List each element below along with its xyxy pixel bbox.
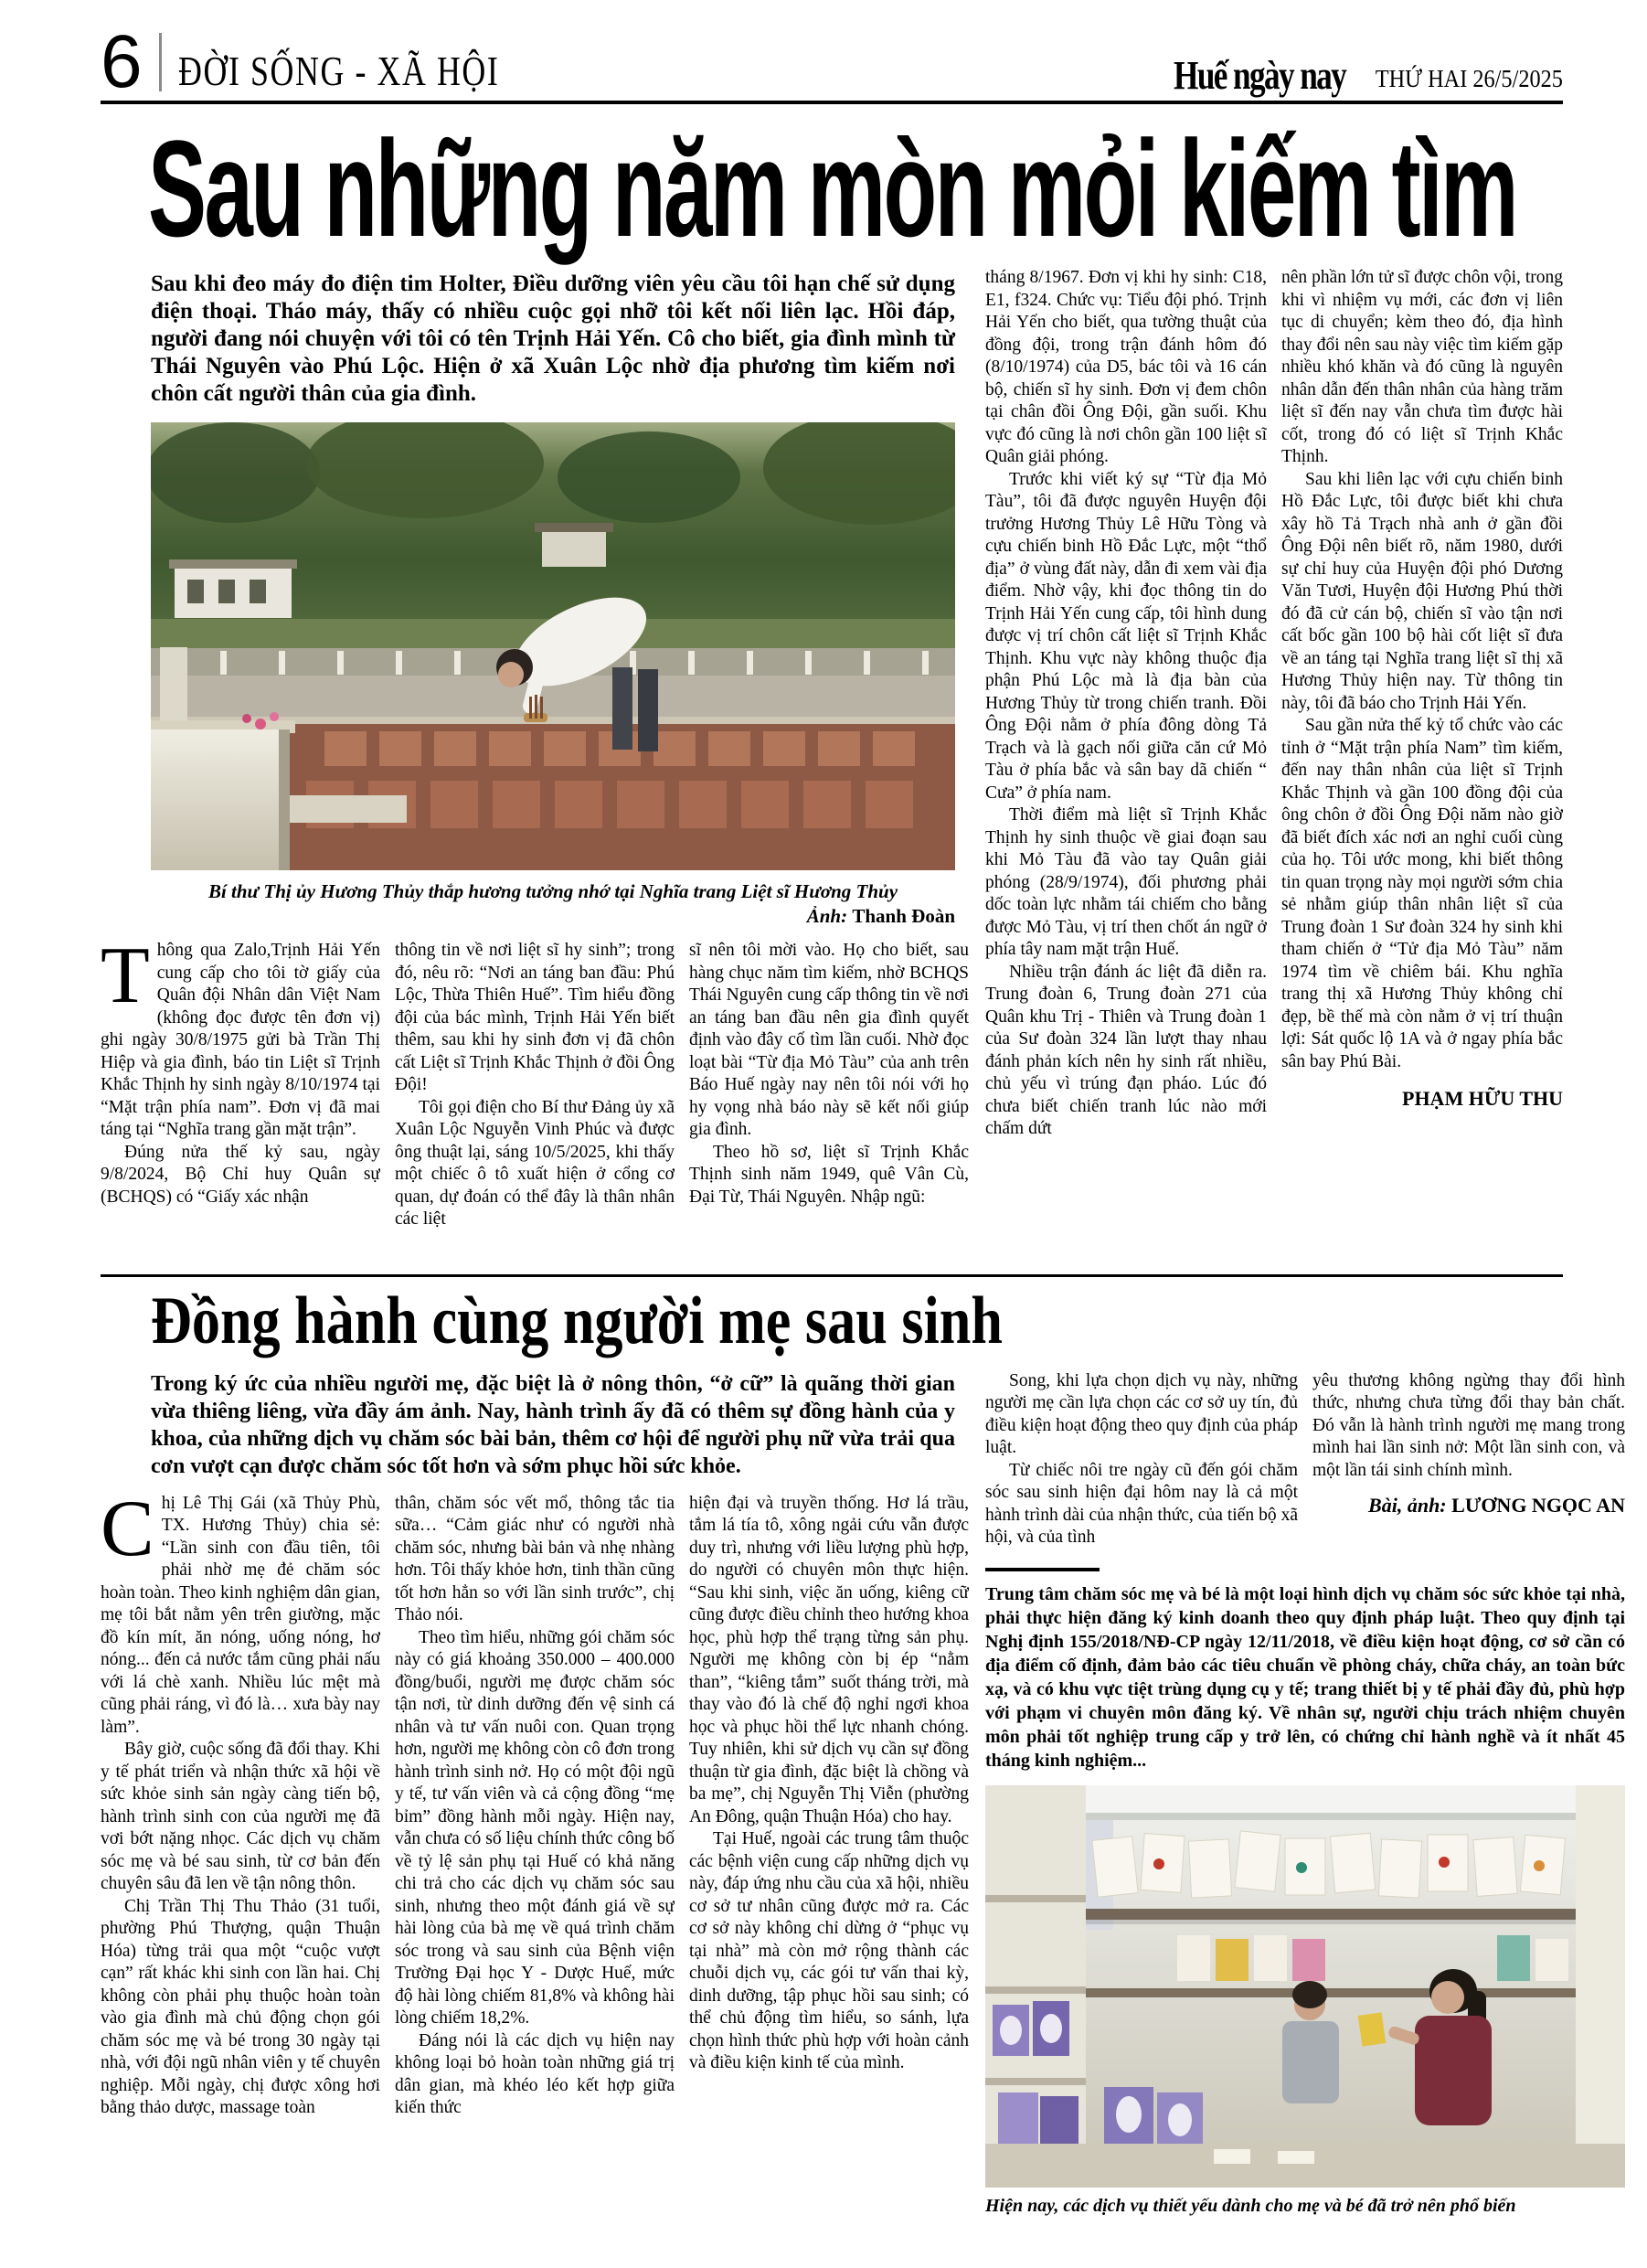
article2-photo-caption: Hiện nay, các dịch vụ thiết yếu dành cho mẹ và bé đã trở nên phổ biến [985,2195,1516,2216]
article1-column-5 [1281,267,1563,1210]
page-header [101,0,1563,104]
body-text: Theo hồ sơ, liệt sĩ Trịnh Khắc Thịnh sinh năm 1949, quê Vân Cù, Đại Từ, Thái Nguyên. Nhập ngũ: [689,1142,969,1207]
article2-column-4 [985,1370,1298,1559]
masthead-group [1131,52,1563,98]
body-text: Đáng nói là các dịch vụ hiện nay không loại bỏ hoàn toàn những giá trị dân gian, mà khéo léo kết hợp giữa kiến thức [395,2030,675,2118]
article2-right-region [985,1370,1625,2218]
article2-column-2 [395,1493,675,2184]
article1-body-columns [101,940,969,1260]
body-text: thân, chăm sóc vết mổ, thông tắc tia sữa… “Cảm giác như có người nhà chăm sóc, nhưng bài bản và nhẹ nhàng hơn. Tôi thấy khỏe hơn, tinh thần cũng tốt hơn hẳn so với lần sinh trước”, chị Thảo nói. [395,1493,675,1625]
article1-right-region [985,267,1563,1260]
article2-column-1 [101,1493,380,2184]
body-text: Theo tìm hiểu, những gói chăm sóc này có giá khoảng 350.000 – 400.000 đồng/buổi, người mẹ được chăm sóc tận nơi, từ dinh dưỡng đến vệ sinh cá nhân và tư vấn nuôi con. Quan trọng hơn, người mẹ không còn cô đơn trong hành trình sinh nở. Họ có một đội ngũ y tế, tư vấn viên và cả cộng đồng “mẹ bỉm” đồng hành mỗi ngày. Hiện nay, vẫn chưa có số liệu chính thức công bố về tỷ lệ sản phụ tại Huế có khả năng chi trả cho các dịch vụ chăm sóc sau sinh, nhưng theo một đánh giá về sự hài lòng của bà mẹ về quá trình chăm sóc trong và sau sinh của Bệnh viện Trường Đại học Y - Dược Huế, mức độ hài lòng chiếm 81,8% và không hài lòng chiếm 18,2%. [395,1627,675,2028]
section-header [101,20,590,104]
body-text: Chị Trần Thị Thu Thảo (31 tuổi, phường Phú Thượng, quận Thuận Hóa) từng trải qua một “cuộc vượt cạn” rất khác khi sinh con lần hai. Chị không còn phải phụ thuộc hoàn toàn vào gia đình mà chủ động chọn gói chăm sóc mẹ và bé trong 30 ngày tại nhà, với đội ngũ nhân viên y tế chuyên nghiệp. Mỗi ngày, chị được xông hơi bằng thảo dược, massage toàn [101,1896,380,2118]
article1-column-2 [395,940,675,1260]
note-separator [985,1568,1100,1571]
body-text: Đúng nửa thế kỷ sau, ngày 9/8/2024, Bộ Chỉ huy Quân sự (BCHQS) có “Giấy xác nhận [101,1142,380,1207]
article1-headline-wrap [101,110,1563,267]
body-text: hông qua Zalo,Trịnh Hải Yến cung cấp cho tôi tờ giấy của Quân đội Nhân dân Việt Nam (không đọc được tên đơn vị) ghi ngày 30/8/1975 gửi bà Trần Thị Hiệp và gia đình, báo tin Liệt sĩ Trịnh Khắc Thịnh hy sinh ngày 8/10/1974 tại “Mặt trận phía nam”. Đơn vị đã mai táng tại “Nghĩa trang gần mặt trận”. [101,941,380,1139]
photo-credit [151,904,955,929]
article2-byline-label: Bài, ảnh: [1368,1494,1447,1517]
article1-photo-caption-block [151,879,955,929]
regulation-note: Trung tâm chăm sóc mẹ và bé là một loại hình dịch vụ chăm sóc sức khỏe tại nhà, phải thực hiện đăng ký kinh doanh theo quy định pháp luật. Theo quy định tại Nghị định 155/2018/NĐ-CP ngày 12/11/2018, về điều kiện hoạt động, cơ sở cần có địa điểm cố định, đảm bảo các tiêu chuẩn về phòng cháy, chữa cháy, an toàn bức xạ, và có khu vực tiệt trùng dụng cụ y tế; trang thiết bị y tế phải đầy đủ, phù hợp với phạm vi chuyên môn đăng ký. Về nhân sự, người chịu trách nhiệm chuyên môn phải tốt nghiệp trung cấp y trở lên, có chứng chỉ hành nghề và ít nhất 45 tháng kinh nghiệm... [985,1583,1625,1771]
article-1 [101,110,1647,1260]
photo-credit-name: Thanh Đoàn [852,905,955,927]
article1-byline: PHẠM HỮU THU [1402,1087,1563,1110]
body-text: Từ chiếc nôi tre ngày cũ đến gói chăm sóc sau sinh hiện đại hôm nay là cả một hành trình dài của nhận thức, của tiến bộ xã hội, và của tình [985,1460,1298,1548]
drop-cap: T [101,940,150,1020]
article2-photo [985,1785,1625,2188]
article-2 [101,1283,1647,2218]
article-separator [101,1274,1563,1277]
cemetery-photo-illustration [151,422,955,870]
article2-headline: Đồng hành cùng người mẹ sau sinh [151,1283,1003,1358]
body-text: Bây giờ, cuộc sống đã đổi thay. Khi y tế phát triển và nhận thức xã hội về sức khỏe sinh sản ngày càng tiến bộ, hành trình sinh con của người mẹ đã vơi bớt nặng nhọc. Các dịch vụ chăm sóc mẹ và bé sau sinh, từ cơ bản đến chuyên sâu đã len về tận nông thôn. [101,1740,380,1894]
article2-byline-name: LƯƠNG NGỌC AN [1451,1494,1625,1517]
article2-left-region [101,1370,969,2218]
body-text: Tôi gọi điện cho Bí thư Đảng ủy xã Xuân Lộc Nguyễn Vinh Phúc và được ông thuật lại, sáng 10/5/2025, khi thấy một chiếc ô tô xuất hiện ở cổng cơ quan, dự đoán có thể đây là thân nhân các liệt [395,1097,675,1229]
body-text: hiện đại và truyền thống. Hơ lá trầu, tắm lá tía tô, xông ngải cứu vẫn được duy trì, nhưng với liều lượng phù hợp, do người có chuyên môn thực hiện. “Sau khi sinh, việc ăn uống, kiêng cữ cũng được điều chỉnh theo hướng khoa học, phù hợp thể trạng từng sản phụ. Người mẹ không còn bị ép “nằm than”, “kiêng tắm” suốt tháng trời, mà thay vào đó là chế độ nghỉ ngơi khoa học và phục hồi thể lực nhanh chóng. Tuy nhiên, khi sử dịch vụ cần sự đồng thuận từ gia đình, đặc biệt là chồng và ba mẹ”, chị Nguyễn Thị Viễn (phường An Đông, quận Thuận Hóa) cho hay. [689,1493,969,1826]
body-text: Sau gần nửa thế kỷ tổ chức vào các tỉnh ở “Mặt trận phía Nam” tìm kiếm, đến nay thân nhân của liệt sĩ Trịnh Khắc Thịnh và gần 100 đồng đội của ông chôn ở đồi Ông Đội năm nào giờ đã biết đích xác nơi an nghỉ cuối cùng của họ. Tôi ước mong, khi biết thông tin quan trọng này mọi người sớm chia sẻ nhằm giúp thân nhân liệt sĩ của Trung đoàn 1 Sư đoàn 324 hy sinh khi tham chiến ở “Tử địa Mỏ Tàu” năm 1974 tìm về chiêm bái. Khu nghĩa trang thị xã Hương Thủy không chỉ đẹp, bề thế mà còn nằm ở vị trí thuận lợi: Sát quốc lộ 1A và ở ngay phía bắc sân bay Phú Bài. [1281,716,1563,1071]
body-text: sĩ nên tôi mời vào. Họ cho biết, sau hàng chục năm tìm kiếm, nhờ BCHQS Thái Nguyên cung cấp thông tin về nơi an táng ban đầu nên gia đình quyết định vào đây cố tìm lần cuối. Nhờ đọc loạt bài “Từ địa Mỏ Tàu” của anh trên Báo Huế ngày nay nên tôi nói với họ hy vọng nhà báo này sẽ kết nối giúp gia đình. [689,941,969,1139]
article1-lead: Sau khi đeo máy đo điện tim Holter, Điều dưỡng viên yêu cầu tôi hạn chế sử dụng điện thoại. Tháo máy, thấy có nhiều cuộc gọi nhỡ tôi kết nối liên lạc. Hồi đáp, người đang nói chuyện với tôi có tên Trịnh Hải Yến. Cô cho biết, gia đình mình từ Thái Nguyên vào Phú Lộc. Hiện ở xã Xuân Lộc nhờ địa phương tìm kiếm nơi chôn cất người thân của gia đình. [151,272,955,406]
body-text: thông tin về nơi liệt sĩ hy sinh”; trong đó, nêu rõ: “Nơi an táng ban đầu: Phú Lộc, Thừa Thiên Huế”. Tìm hiểu đồng đội của bác mình, Trịnh Hải Yến biết thêm, sau khi hy sinh đơn vị đã chôn cất Liệt sĩ Trịnh Khắc Thịnh ở đồi Ông Đội! [395,941,675,1094]
article1-column-4 [985,267,1267,1210]
body-text: Sau khi liên lạc với cựu chiến binh Hồ Đắc Lực, tôi được biết khi chưa xây hồ Tả Trạch nhà anh ở gần đồi Ông Đội nên biết rõ, năm 1980, dưới sự chỉ huy của Huyện đội phó Dương Văn Tươi, Huyện đội Hương Phú thời đó đã cử cán bộ, chiến sĩ vào tận nơi cất bốc gần 100 bộ hài cốt liệt sĩ đưa về an táng tại Nghĩa trang liệt sĩ thị xã Hương Thủy hiện nay. Từ thông tin này, tôi đã báo cho Trịnh Hải Yến. [1281,469,1563,713]
article2-column-5 [1312,1370,1625,1559]
body-text: Tại Huế, ngoài các trung tâm thuộc các bệnh viện cung cấp những dịch vụ này, đáp ứng nhu cầu của xã hội, nhiều cơ sở tư nhân cũng được mở ra. Các cơ sở này không chỉ dừng ở “phục vụ tại nhà” mà còn mở rộng thành các chuỗi dịch vụ, các gói tư vấn thai kỳ, dinh dưỡng, tập phục hồi sau sinh; có thể chủ động tìm hiểu, so sánh, lựa chọn hình thức phù hợp với hoàn cảnh và điều kiện kinh tế của mình. [689,1829,969,2073]
body-text: Trước khi viết ký sự “Từ địa Mỏ Tàu”, tôi đã được nguyên Huyện đội trưởng Hương Thủy Lê Hữu Tòng và cựu chiến binh Hồ Đắc Lực, một “thổ địa” ở vùng đất này, dẫn đi xem vài địa điểm. Nhờ vậy, khi đọc thông tin do Trịnh Hải Yến cung cấp, tôi hình dung được vị trí chôn cất liệt sĩ Trịnh Khắc Thịnh. Khu vực này không thuộc địa phận Phú Lộc mà là địa bàn của Hương Thủy từ trong chiến tranh. Đồi Ông Đội nằm ở phía đông dòng Tả Trạch và là gạch nối giữa căn cứ Mỏ Tàu ở phía bắc và sân bay dã chiến “ Cưa” ở phía nam. [985,469,1267,803]
store-photo-illustration [985,1785,1625,2188]
article2-byline [1312,1495,1625,1517]
photo-credit-label: Ảnh: [806,905,848,927]
photo-caption: Bí thư Thị ủy Hương Thủy thắp hương tưởng nhớ tại Nghĩa trang Liệt sĩ Hương Thủy [207,880,898,902]
header-divider [159,33,162,91]
page-number: 6 [101,20,143,104]
article2-body-columns [101,1493,969,2184]
article1-column-3 [689,940,969,1260]
body-text: tháng 8/1967. Đơn vị khi hy sinh: C18, E1, f324. Chức vụ: Tiểu đội phó. Trịnh Hải Yến cho biết, qua tường thuật của đồng đội, trong trận đánh hôm đó (8/10/1974) của D5, bác tôi và 16 cán bộ, chiến sĩ hy sinh. Đơn vị đem chôn tại chân đồi Ông Đội, gần suối. Khu vực đó cũng là nơi chôn gần 100 liệt sĩ Quân giải phóng. [985,268,1267,466]
body-text: hị Lê Thị Gái (xã Thủy Phù, TX. Hương Thủy) chia sẻ: “Lần sinh con đầu tiên, tôi phải nhờ mẹ đẻ chăm sóc hoàn toàn. Theo kinh nghiệm dân gian, mẹ tôi bắt nằm yên trên giường, mặc đồ kín mít, ăn nóng, uống nóng, hơ nóng... đến cả nước tắm cũng phải nấu với lá chè xanh. Nhiều lúc mệt mà cũng phải ráng, vì đó là… xưa bày nay làm”. [101,1493,380,1737]
article2-lead: Trong ký ức của nhiều người mẹ, đặc biệt là ở nông thôn, “ở cữ” là quãng thời gian vừa thiêng liêng, vừa đầy ám ảnh. Nay, hành trình ấy đã có thêm sự đồng hành của y khoa, của những dịch vụ chăm sóc bài bản, thêm cơ hội để người phụ nữ vừa trải qua cơn vượt cạn được chăm sóc tốt hơn và sớm phục hồi sức khỏe. [151,1371,955,1478]
body-text: Song, khi lựa chọn dịch vụ này, những người mẹ cần lựa chọn các cơ sở uy tín, đủ điều kiện hoạt động theo quy định của pháp luật. [985,1370,1298,1458]
body-text: yêu thương không ngừng thay đổi hình thức, nhưng chưa từng đổi thay bản chất. Đó vẫn là hành trình người mẹ mang trong mình hai lần sinh nở: Một lần sinh con, và một lần tái sinh chính mình. [1312,1370,1625,1480]
masthead-logo: Huế ngày nay [1173,52,1346,98]
body-text: Nhiều trận đánh ác liệt đã diễn ra. Trung đoàn 6, Trung đoàn 271 của Quân khu Trị - Thiên và Trung đoàn 1 của Sư đoàn 324 lần lượt thay nhau đánh phản kích nên hy sinh rất nhiều, chủ yếu vì trúng đạn pháo. Lúc đó chưa biết chiến tranh lúc nào mới chấm dứt [985,962,1267,1138]
body-text: Thời điểm mà liệt sĩ Trịnh Khắc Thịnh hy sinh thuộc về giai đoạn sau khi Mỏ Tàu đã vào tay Quân giải phóng (28/9/1974), đối phương phải dốc toàn lực nhằm tái chiếm cho bằng được Mỏ Tàu, vị trí then chốt án ngữ ở phía tây nam mặt trận Huế. [985,805,1267,959]
body-text: nên phần lớn tử sĩ được chôn vội, trong khi vì nhiệm vụ mới, các đơn vị liên tục di chuyển; kèm theo đó, địa hình thay đổi nên sau này việc tìm kiếm gặp nhiều khó khăn và đó cũng là nguyên nhân dẫn đến thân nhân của hàng trăm liệt sĩ đến nay vẫn chưa tìm được hài cốt, trong đó có liệt sĩ Trịnh Khắc Thịnh. [1281,268,1563,466]
article1-photo [151,422,955,870]
drop-cap: C [101,1492,154,1573]
article1-headline: Sau những năm mòn mỏi kiếm tìm [147,112,1516,265]
article1-left-region [101,267,969,1260]
article2-column-3 [689,1493,969,2184]
article1-column-1 [101,940,380,1260]
section-title: ĐỜI SỐNG - XÃ HỘI [177,48,500,95]
issue-date: THỨ HAI 26/5/2025 [1375,65,1563,92]
